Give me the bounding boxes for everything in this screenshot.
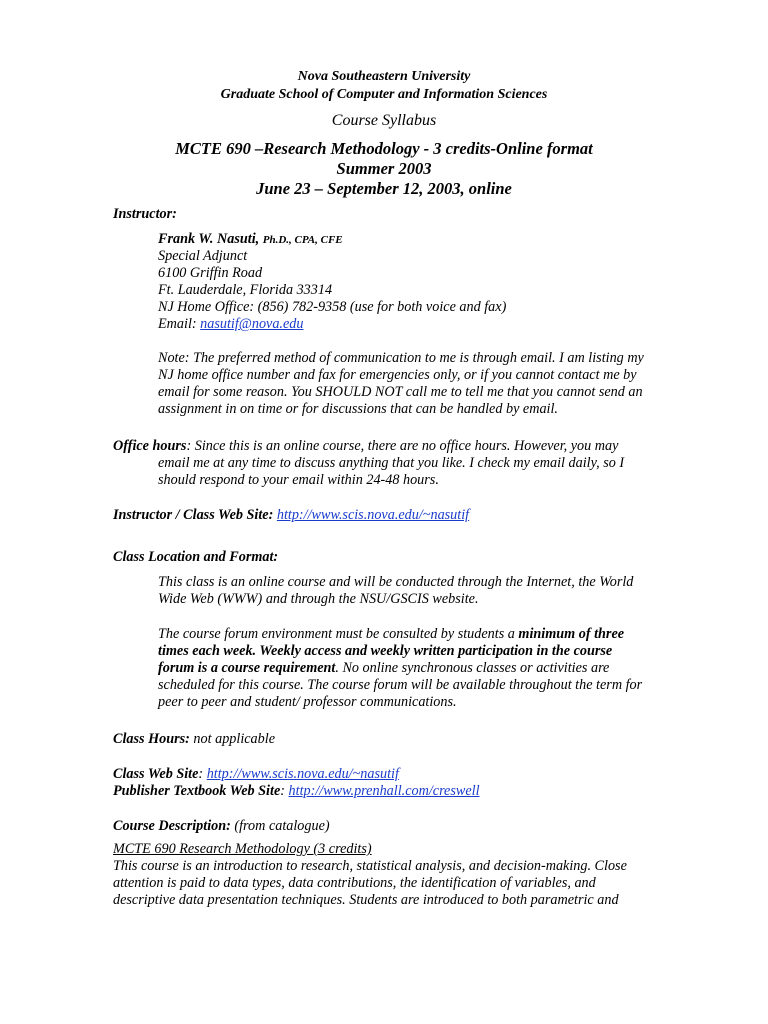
location-heading: Class Location and Format: [113,549,279,565]
location-line: This class is an online course and will be conducted through the Internet, the World [158,574,634,590]
course-title: MCTE 690 –Research Methodology - 3 credits-Online format [175,139,593,158]
course-term: Summer 2003 [336,159,432,178]
class-hours-label: Class Hours: [113,731,190,747]
description-line: descriptive data presentation techniques. Students are introduced to both parametric and [113,892,619,908]
class-hours-line [113,731,275,748]
web-site-link[interactable]: http://www.scis.nova.edu/~nasutif [276,507,470,523]
instructor-name: Frank W. Nasuti, [158,231,260,247]
colon: : [198,766,207,782]
office-hours-line3: should respond to your email within 24-48 hours. [158,472,439,488]
instructor-phone: NJ Home Office: (856) 782-9358 (use for both voice and fax) [158,299,507,315]
publisher-site-link[interactable]: http://www.prenhall.com/creswell [288,783,480,799]
description-source: (from catalogue) [230,818,330,834]
publisher-site-label: Publisher Textbook Web Site [113,783,281,799]
course-dates: June 23 – September 12, 2003, online [256,179,512,198]
class-hours-value: not applicable [189,731,275,747]
forum-line4: scheduled for this course. The course forum will be available throughout the term for [158,677,643,693]
instructor-title: Special Adjunct [158,248,248,264]
forum-emphasis: minimum of three [518,626,625,642]
note-line: NJ home office number and fax for emergencies only, or if you cannot contact me by [158,367,637,383]
web-site-label: Instructor / Class Web Site: [113,507,274,523]
office-hours-line1 [113,438,618,455]
web-site-line [113,507,469,524]
note-line: assignment in on time or for discussions that can be handled by email. [158,401,558,417]
office-hours-label: Office hours [113,438,187,454]
description-course-title: MCTE 690 Research Methodology (3 credits) [113,841,372,857]
class-web-site-link[interactable]: http://www.scis.nova.edu/~nasutif [206,766,399,782]
colon: : [280,783,289,799]
description-line: attention is paid to data types, data contributions, the identification of variables, and [113,875,596,891]
school-name: Graduate School of Computer and Information Sciences [220,87,548,102]
class-web-site-line [113,766,399,783]
instructor-name-line [158,231,343,249]
publisher-site-line [113,783,480,800]
forum-line2: times each week. Weekly access and weekly written participation in the course [158,643,613,659]
note-line: Note: The preferred method of communication to me is through email. I am listing my [158,350,644,366]
instructor-heading: Instructor: [113,206,177,222]
office-hours-line2: email me at any time to discuss anything that you like. I check my email daily, so I [158,455,625,471]
location-line: Wide Web (WWW) and through the NSU/GSCIS website. [158,591,479,607]
office-hours-text: : Since this is an online course, there are no office hours. However, you may [186,438,619,454]
instructor-email-line [158,316,303,333]
forum-text: . No online synchronous classes or activities are [335,660,610,676]
university-name: Nova Southeastern University [297,69,471,84]
instructor-address-line1: 6100 Griffin Road [158,265,263,281]
description-line: This course is an introduction to research, statistical analysis, and decision-making. Close [113,858,627,874]
note-line: email for some reason. You SHOULD NOT call me to tell me that you cannot send an [158,384,643,400]
instructor-credentials: Ph.D., CPA, CFE [262,234,343,246]
document-title: Course Syllabus [331,112,437,129]
description-label: Course Description: [113,818,231,834]
instructor-address-line2: Ft. Lauderdale, Florida 33314 [158,282,333,298]
forum-line3 [158,660,609,677]
email-link[interactable]: nasutif@nova.edu [200,316,304,332]
forum-text: The course forum environment must be consulted by students a [158,626,519,642]
forum-line1 [158,626,624,643]
class-web-site-label: Class Web Site [113,766,199,782]
description-heading-line [113,818,330,835]
forum-emphasis: forum is a course requirement [158,660,336,676]
email-label: Email: [158,316,201,332]
forum-line5: peer to peer and student/ professor communications. [158,694,457,710]
